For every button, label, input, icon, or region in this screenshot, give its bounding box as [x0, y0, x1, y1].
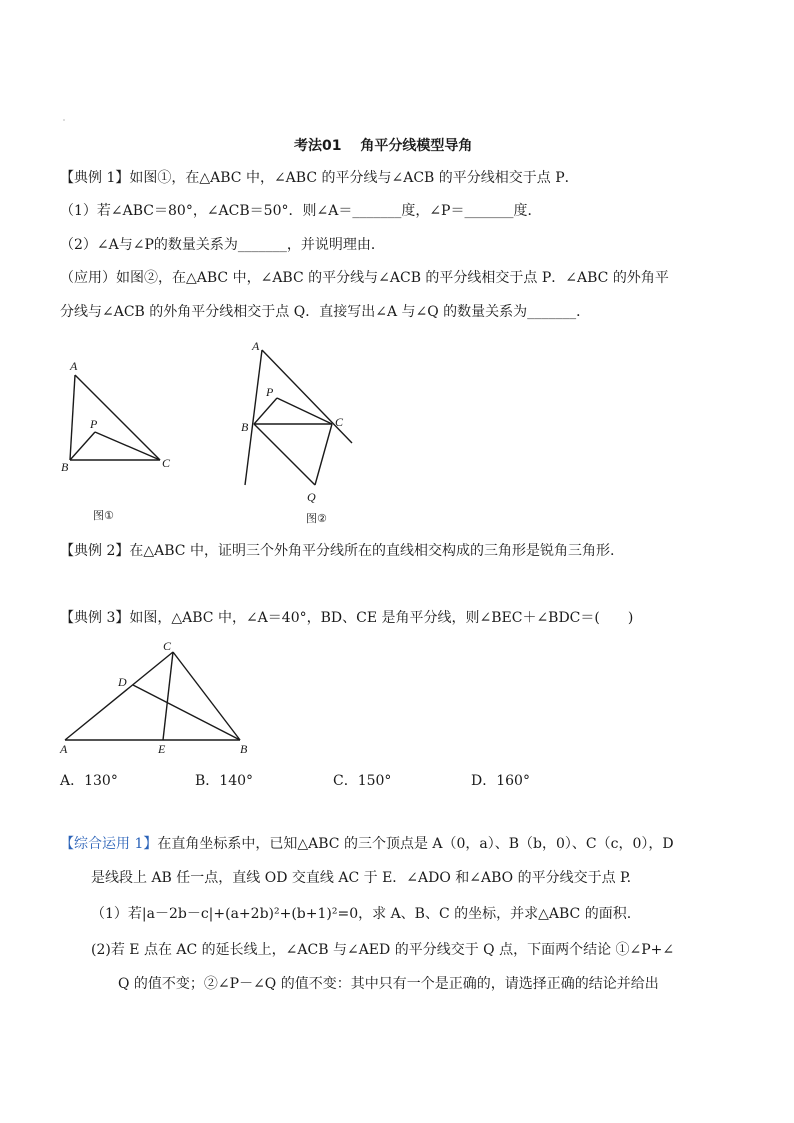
comprehensive1-line4: (2)若 E 点在 AC 的延长线上，∠ACB 与∠AED 的平分线交于 Q 点，下面两个结论 ①∠P+∠ — [91, 942, 675, 958]
fig2-line-ac — [262, 350, 352, 443]
fig2-label-c: C — [335, 415, 344, 429]
example1-line1: 【典例 1】如图①，在△ABC 中，∠ABC 的平分线与∠ACB 的平分线相交于点 P． — [60, 170, 579, 186]
fig3-label-d: D — [118, 675, 127, 689]
choice-d: D．160° — [471, 773, 530, 789]
example1-line2: （1）若∠ABC＝80°，∠ACB＝50°．则∠A＝_______度，∠P＝_______度． — [60, 203, 542, 219]
example1-line4: （应用）如图②，在△ABC 中，∠ABC 的平分线与∠ACB 的平分线相交于点 P．∠ABC 的外角平 — [60, 270, 669, 286]
example2-text: 【典例 2】在△ABC 中，证明三个外角平分线所在的直线相交构成的三角形是锐角三角形. — [60, 543, 615, 559]
fig1-caption: 图① — [93, 509, 114, 522]
fig1-label-c: C — [162, 456, 171, 470]
fig3-side-bc — [173, 652, 240, 740]
fig1-label-p: P — [90, 417, 98, 431]
example1-line5: 分线与∠ACB 的外角平分线相交于点 Q．直接写出∠A 与∠Q 的数量关系为_______． — [60, 304, 591, 320]
example1-line3: （2）∠A与∠P的数量关系为_______，并说明理由． — [60, 237, 385, 253]
fig3-label-b: B — [240, 742, 248, 756]
fig1-bisector-bp — [70, 432, 95, 460]
fig1-label-b: B — [61, 460, 69, 474]
fig2-label-b: B — [241, 420, 249, 434]
page-title: 考法01 角平分线模型导角 — [294, 138, 473, 154]
comprehensive1-line1-text: 在直角坐标系中，已知△ABC 的三个顶点是 A（0，a）、B（b，0）、C（c，0），D — [157, 836, 674, 852]
example3-text: 【典例 3】如图，△ABC 中，∠A＝40°，BD、CE 是角平分线，则∠BEC＋∠BDC＝( ) — [60, 610, 634, 626]
figure-2 — [235, 335, 365, 530]
fig2-label-p: P — [266, 385, 274, 399]
choice-a: A．130° — [60, 773, 118, 789]
fig1-side-ab — [70, 375, 75, 460]
choice-c: C．150° — [333, 773, 392, 789]
choice-b: B．140° — [195, 773, 254, 789]
fig1-side-ac — [75, 375, 160, 460]
fig2-label-q: Q — [307, 490, 316, 504]
fig2-bisector-cp — [277, 398, 332, 424]
fig2-label-a: A — [252, 339, 260, 353]
fig3-bisector-ce — [163, 652, 173, 740]
fig1-label-a: A — [70, 359, 78, 373]
fig2-bisector-bp — [254, 398, 277, 424]
comprehensive1-line3: （1）若|a－2b－c|+(a+2b)²+(b+1)²=0，求 A、B、C 的坐标，并求△ABC 的面积. — [91, 906, 632, 922]
fig2-ext-bisector-bq — [254, 424, 315, 485]
comprehensive1-tag: 【综合运用 1】 — [60, 836, 158, 852]
fig2-ext-bisector-cq — [315, 424, 332, 485]
comprehensive1-line1 — [60, 834, 674, 854]
fig3-label-c: C — [163, 639, 172, 653]
figure-3 — [55, 635, 265, 760]
fig2-caption: 图② — [306, 512, 327, 525]
comprehensive1-line2: 是线段上 AB 任一点，直线 OD 交直线 AC 于 E．∠ADO 和∠ABO 的平分线交于点 P. — [91, 870, 632, 886]
figure-1 — [50, 350, 190, 530]
fig3-side-ac — [65, 652, 173, 740]
fig3-label-e: E — [158, 742, 166, 756]
scan-dot — [63, 119, 65, 121]
fig1-bisector-cp — [95, 432, 160, 460]
fig3-label-a: A — [60, 742, 68, 756]
comprehensive1-line5: Q 的值不变；②∠P－∠Q 的值不变：其中只有一个是正确的，请选择正确的结论并给出 — [118, 976, 659, 992]
fig3-bisector-bd — [133, 685, 240, 740]
